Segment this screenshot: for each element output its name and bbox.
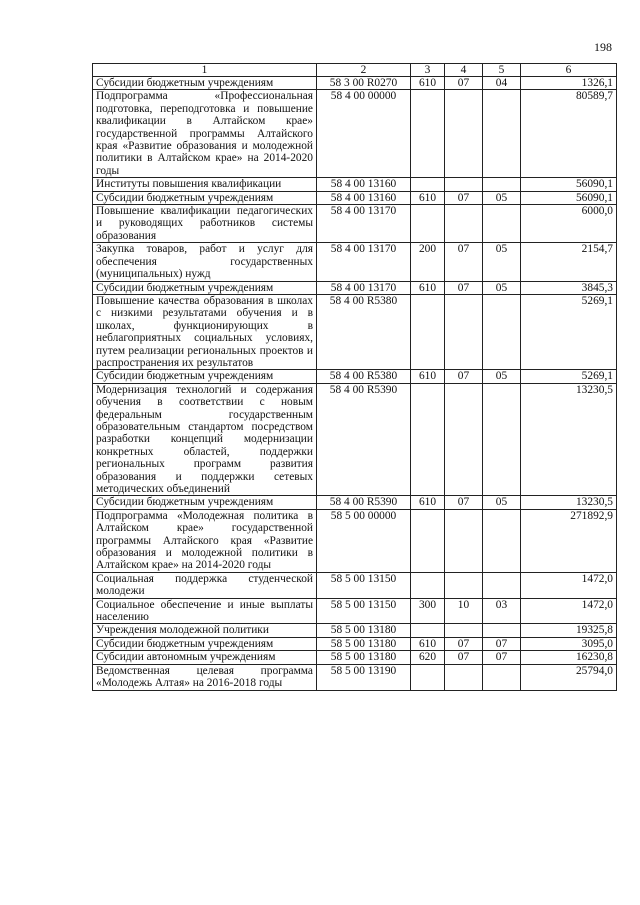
row-amount-cell: 13230,5: [521, 383, 617, 496]
row-code-cell: 58 4 00 13160: [317, 191, 411, 204]
row-amount-cell: 5269,1: [521, 370, 617, 383]
row-amount-cell: 5269,1: [521, 294, 617, 369]
table-row: [93, 637, 617, 650]
table-row: [93, 598, 617, 624]
row-amount-cell: 3845,3: [521, 281, 617, 294]
row-kind-cell: 610: [411, 637, 445, 650]
row-subsection-cell: [483, 205, 521, 243]
row-code-cell: 58 4 00 13170: [317, 243, 411, 281]
row-section-cell: [445, 178, 483, 191]
table-row: [93, 77, 617, 90]
row-name-cell: Подпрограмма «Молодежная политика в Алтайском крае» государственной программы Алтайского края «Развитие образования и молодежной политики в Алтайском крае» на 2014-2020 годы: [93, 509, 317, 572]
row-section-cell: [445, 294, 483, 369]
row-code-cell: 58 4 00 00000: [317, 90, 411, 178]
row-section-cell: 07: [445, 281, 483, 294]
row-name-cell: Повышение качества образования в школах с низкими результатами обучения и в школах, функционирующих в неблагоприятных социальных условиях, путем реализации региональных проектов и распространения их результатов: [93, 294, 317, 369]
row-code-cell: 58 5 00 00000: [317, 509, 411, 572]
column-header: 6: [521, 64, 617, 77]
row-section-cell: 07: [445, 243, 483, 281]
row-code-cell: 58 4 00 13160: [317, 178, 411, 191]
row-kind-cell: [411, 509, 445, 572]
row-amount-cell: 2154,7: [521, 243, 617, 281]
table-row: [93, 509, 617, 572]
table-row: [93, 651, 617, 664]
row-code-cell: 58 4 00 R5390: [317, 496, 411, 509]
table-row: [93, 624, 617, 637]
row-section-cell: [445, 205, 483, 243]
table-row: [93, 191, 617, 204]
column-header: 2: [317, 64, 411, 77]
row-section-cell: 10: [445, 598, 483, 624]
row-section-cell: 07: [445, 191, 483, 204]
row-amount-cell: 56090,1: [521, 178, 617, 191]
row-name-cell: Подпрограмма «Профессиональная подготовка, переподготовка и повышение квалификации в Алтайском крае» государственной программы Алтайского края «Развитие образования и молодежной политики в Алтайском крае» на 2014-2020 годы: [93, 90, 317, 178]
row-amount-cell: 80589,7: [521, 90, 617, 178]
row-code-cell: 58 5 00 13180: [317, 637, 411, 650]
row-code-cell: 58 5 00 13150: [317, 572, 411, 598]
row-name-cell: Ведомственная целевая программа «Молодежь Алтая» на 2016-2018 годы: [93, 664, 317, 690]
row-name-cell: Субсидии бюджетным учреждениям: [93, 637, 317, 650]
row-name-cell: Закупка товаров, работ и услуг для обеспечения государственных (муниципальных) нужд: [93, 243, 317, 281]
table-row: [93, 664, 617, 690]
row-subsection-cell: 04: [483, 77, 521, 90]
row-amount-cell: 271892,9: [521, 509, 617, 572]
row-kind-cell: 610: [411, 370, 445, 383]
row-section-cell: [445, 383, 483, 496]
row-kind-cell: 610: [411, 496, 445, 509]
row-subsection-cell: 05: [483, 243, 521, 281]
row-name-cell: Социальная поддержка студенческой молодежи: [93, 572, 317, 598]
table-row: [93, 243, 617, 281]
row-amount-cell: 6000,0: [521, 205, 617, 243]
table-header-row: [93, 64, 617, 77]
row-kind-cell: [411, 572, 445, 598]
row-kind-cell: [411, 205, 445, 243]
row-subsection-cell: [483, 383, 521, 496]
row-code-cell: 58 3 00 R0270: [317, 77, 411, 90]
row-name-cell: Субсидии бюджетным учреждениям: [93, 191, 317, 204]
row-section-cell: [445, 624, 483, 637]
row-name-cell: Субсидии бюджетным учреждениям: [93, 77, 317, 90]
row-amount-cell: 1472,0: [521, 572, 617, 598]
table-row: [93, 178, 617, 191]
row-kind-cell: 300: [411, 598, 445, 624]
row-kind-cell: [411, 90, 445, 178]
row-subsection-cell: 05: [483, 281, 521, 294]
row-kind-cell: [411, 178, 445, 191]
row-name-cell: Повышение квалификации педагогических и руководящих работников системы образования: [93, 205, 317, 243]
row-code-cell: 58 4 00 13170: [317, 281, 411, 294]
row-kind-cell: 610: [411, 281, 445, 294]
row-amount-cell: 13230,5: [521, 496, 617, 509]
row-subsection-cell: [483, 664, 521, 690]
row-amount-cell: 25794,0: [521, 664, 617, 690]
row-kind-cell: [411, 383, 445, 496]
row-name-cell: Социальное обеспечение и иные выплаты населению: [93, 598, 317, 624]
row-subsection-cell: [483, 509, 521, 572]
row-section-cell: 07: [445, 651, 483, 664]
row-subsection-cell: 07: [483, 651, 521, 664]
row-amount-cell: 3095,0: [521, 637, 617, 650]
row-subsection-cell: [483, 178, 521, 191]
row-amount-cell: 1472,0: [521, 598, 617, 624]
table-row: [93, 370, 617, 383]
row-kind-cell: 610: [411, 77, 445, 90]
row-kind-cell: [411, 294, 445, 369]
row-subsection-cell: 05: [483, 370, 521, 383]
column-header: 1: [93, 64, 317, 77]
row-subsection-cell: [483, 572, 521, 598]
row-kind-cell: 200: [411, 243, 445, 281]
column-header: 5: [483, 64, 521, 77]
row-subsection-cell: 05: [483, 191, 521, 204]
row-code-cell: 58 5 00 13190: [317, 664, 411, 690]
row-section-cell: [445, 509, 483, 572]
row-kind-cell: [411, 624, 445, 637]
row-code-cell: 58 5 00 13150: [317, 598, 411, 624]
row-name-cell: Учреждения молодежной политики: [93, 624, 317, 637]
row-name-cell: Субсидии бюджетным учреждениям: [93, 496, 317, 509]
row-subsection-cell: [483, 294, 521, 369]
column-header: 3: [411, 64, 445, 77]
row-kind-cell: [411, 664, 445, 690]
row-section-cell: 07: [445, 496, 483, 509]
row-code-cell: 58 5 00 13180: [317, 651, 411, 664]
row-subsection-cell: 03: [483, 598, 521, 624]
row-amount-cell: 19325,8: [521, 624, 617, 637]
row-name-cell: Институты повышения квалификации: [93, 178, 317, 191]
table-row: [93, 572, 617, 598]
row-subsection-cell: [483, 90, 521, 178]
row-amount-cell: 16230,8: [521, 651, 617, 664]
row-kind-cell: 610: [411, 191, 445, 204]
row-code-cell: 58 5 00 13180: [317, 624, 411, 637]
table-row: [93, 294, 617, 369]
row-section-cell: [445, 664, 483, 690]
row-section-cell: 07: [445, 77, 483, 90]
row-code-cell: 58 4 00 R5390: [317, 383, 411, 496]
row-section-cell: [445, 90, 483, 178]
row-name-cell: Субсидии бюджетным учреждениям: [93, 370, 317, 383]
column-header: 4: [445, 64, 483, 77]
table-row: [93, 496, 617, 509]
row-code-cell: 58 4 00 R5380: [317, 294, 411, 369]
row-section-cell: 07: [445, 370, 483, 383]
row-section-cell: [445, 572, 483, 598]
budget-table: [92, 63, 617, 691]
row-amount-cell: 1326,1: [521, 77, 617, 90]
row-subsection-cell: 05: [483, 496, 521, 509]
table-row: [93, 205, 617, 243]
table-row: [93, 383, 617, 496]
row-code-cell: 58 4 00 R5380: [317, 370, 411, 383]
row-code-cell: 58 4 00 13170: [317, 205, 411, 243]
row-name-cell: Субсидии автономным учреждениям: [93, 651, 317, 664]
table-row: [93, 281, 617, 294]
row-section-cell: 07: [445, 637, 483, 650]
row-subsection-cell: 07: [483, 637, 521, 650]
row-name-cell: Субсидии бюджетным учреждениям: [93, 281, 317, 294]
row-name-cell: Модернизация технологий и содержания обучения в соответствии с новым федеральным государственным образовательным стандартом посредством разработки концепций модернизации конкретных областей, поддержки региональных программ развития образования и поддержки сетевых методических объединений: [93, 383, 317, 496]
row-subsection-cell: [483, 624, 521, 637]
row-amount-cell: 56090,1: [521, 191, 617, 204]
page-number: 198: [594, 40, 612, 54]
table-row: [93, 90, 617, 178]
row-kind-cell: 620: [411, 651, 445, 664]
